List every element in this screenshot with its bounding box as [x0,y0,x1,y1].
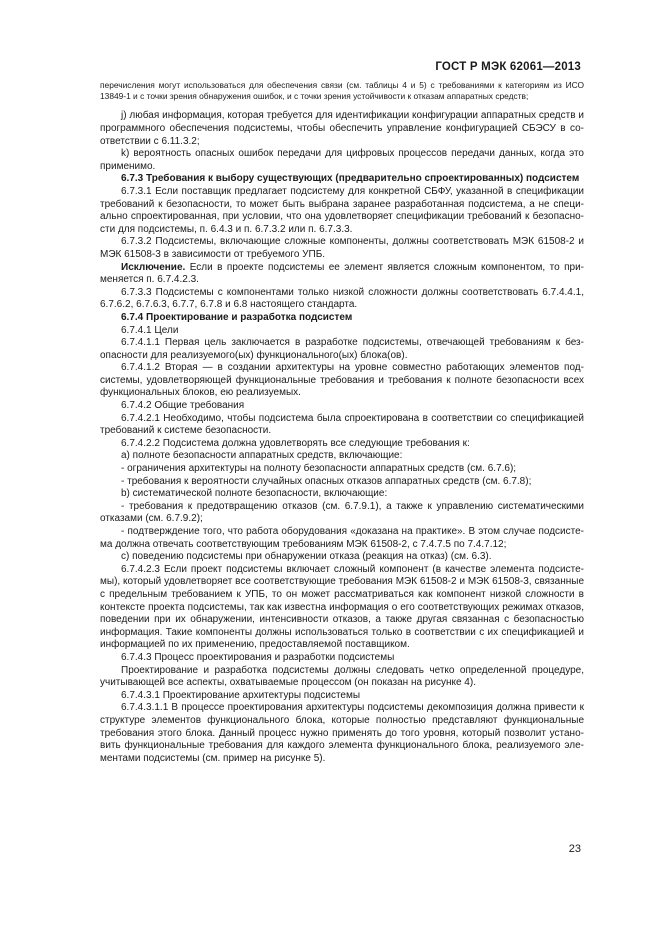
clause-6-7-4-1-title: 6.7.4.1 Цели [121,324,179,336]
clause-6-7-4-3-text: Проектирование и разработка подсистемы должны следовать четко определенной процедуре, учитывающей все аспекты, охватываемые процессом (он показан на рисунке 4). [100,664,584,689]
list-subitem: - требования к предотвращению отказов (см. 6.7.9.1), а также к управлению систематическими отказами (см. 6.7.9.2); [100,500,584,525]
clause-6-7-3-1: 6.7.3.1 Если поставщик предлагает подсистему для конкретной СБФУ, указанной в спецификации требований к безопасности, то может быть выбрана заранее разработанная подсистема, а не специально спроектированная, при условии, что она удовлетворяет спецификации требований к безопасности для подсистемы, п. 6.4.3 и п. 6.7.3.2 или п. 6.7.3.3. [100,185,584,235]
clause-6-7-4-3-1-title: 6.7.4.3.1 Проектирование архитектуры подсистемы [121,689,361,701]
exception-text: Если в проекте подсистемы ее элемент является сложным компонентом, то применяется п. 6.7.4.2.3. [100,261,584,286]
clause-6-7-4-2-3: 6.7.4.2.3 Если проект подсистемы включает сложный компонент (в качестве элемента подсистемы), который удовлетворяет все соответствующие требования МЭК 61508-2 и МЭК 61508-3, связанные с предельным требованием к УПБ, то он может рассматриваться как компонент низкой сложности в контексте проекта подсистемы, так как известна информация о его соответствующих режимах отказов, поведении при их обнаружении, интенсивности отказов, а также другая связанная с безопасностью информация. Такие компоненты должны использоваться только в соответствии с их спецификацией и информацией по их применению, предоставляемой поставщиком. [100,563,584,651]
standard-header: ГОСТ Р МЭК 62061—2013 [435,61,581,73]
list-item-c: c) поведению подсистемы при обнаружении отказа (реакция на отказ) (см. 6.3). [121,551,492,563]
list-item-b: b) систематической полноте безопасности, включающие: [121,488,388,500]
list-subitem: - требования к вероятности случайных опасных отказов аппаратных средств (см. 6.7.8); [121,475,532,487]
paragraph-continuation: перечисления могут использоваться для обеспечения связи (см. таблицы 4 и 5) с требованиями к категориям из ИСО 13849-1 и с точки зрения обнаружения ошибок, и с точки зрения устойчивости к отказам аппаратных средств; [100,80,584,102]
list-subitem: - подтверждение того, что работа оборудования «доказана на практике». В этом случае подсистема должна отвечать соответствующим требованиям МЭК 61508-2, с 7.4.7.5 по 7.4.7.12; [100,526,584,550]
clause-6-7-4-1-2: 6.7.4.1.2 Вторая — в создании архитектуры на уровне совместно работающих элементов подсистемы, удовлетворяющей функциональные требования и требования к полноте безопасности всех функциональных блоков, ею реализуемых. [100,362,584,399]
clause-6-7-4-2-1: 6.7.4.2.1 Необходимо, чтобы подсистема была спроектирована в соответствии со спецификацией требований к системе безопасности. [100,412,584,437]
section-heading-6-7-3: 6.7.3 Требования к выбору существующих (предварительно спроектированных) подсистем [121,173,580,185]
clause-6-7-4-1-1: 6.7.4.1.1 Первая цель заключается в разработке подсистемы, отвечающей требованиям к безопасности для реализуемого(ых) функционального(ых) блока(ов). [100,337,584,361]
page-number: 23 [568,843,581,855]
list-subitem: - ограничения архитектуры на полноту безопасности аппаратных средств (см. 6.7.6); [121,463,517,475]
clause-6-7-4-2-2: 6.7.4.2.2 Подсистема должна удовлетворять все следующие требования к: [121,437,470,449]
list-item-a: a) полноте безопасности аппаратных средств, включающие: [121,450,403,462]
exception-label: Исключение. [121,261,186,273]
list-item-j: j) любая информация, которая требуется для идентификации конфигурации аппаратных средств и программного обеспечения подсистемы, чтобы обеспечить управление конфигурацией СБЭСУ в соответствии с 6.11.3.2; [100,110,584,147]
clause-6-7-4-2-title: 6.7.4.2 Общие требования [121,400,245,412]
list-item-k: k) вероятность опасных ошибок передачи для цифровых процессов передачи данных, когда это применимо. [100,148,584,172]
exception-paragraph [100,262,584,287]
clause-6-7-4-3-title: 6.7.4.3 Процесс проектирования и разработки подсистемы [121,651,395,663]
clause-6-7-4-3-1-1: 6.7.4.3.1.1 В процессе проектирования архитектуры подсистемы декомпозиция должна привести к структуре элементов функционального блока, которые полностью представляют функциональные требования этого блока. Данный процесс нужно применять до того уровня, который позволит установить функциональные требования для каждого элемента функционального блока, реализуемого элементами подсистемы (см. пример на рисунке 5). [100,702,584,764]
document-body [100,80,584,765]
clause-6-7-3-2: 6.7.3.2 Подсистемы, включающие сложные компоненты, должны соответствовать МЭК 61508-2 и МЭК 61508-3 в зависимости от требуемого УПБ. [100,236,584,260]
clause-6-7-3-3: 6.7.3.3 Подсистемы с компонентами только низкой сложности должны соответствовать 6.7.4.4.1, 6.7.6.2, 6.7.6.3, 6.7.7, 6.7.8 и 6.8 настоящего стандарта. [100,286,584,311]
section-heading-6-7-4: 6.7.4 Проектирование и разработка подсистем [121,311,353,323]
